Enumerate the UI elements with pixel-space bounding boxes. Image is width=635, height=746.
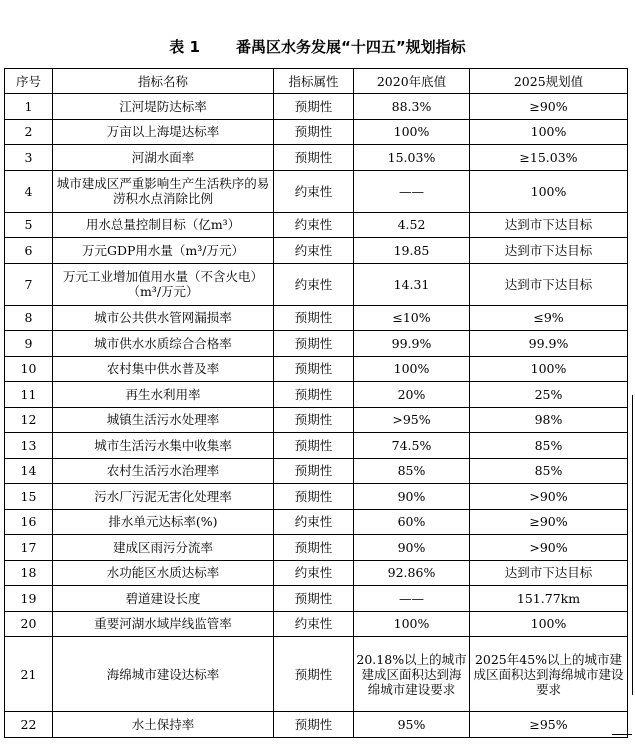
cell-index: 22 [5, 712, 53, 738]
cell-index: 16 [5, 509, 53, 535]
cell-indicator-name: 城市公共供水管网漏损率 [53, 305, 274, 331]
cell-index: 18 [5, 560, 53, 586]
cell-2020-value: 20.18%以上的城市建成区面积达到海绵城市建设要求 [354, 637, 470, 712]
cell-indicator-name: 城市建成区严重影响生产生活秩序的易涝积水点消除比例 [53, 170, 274, 212]
cell-indicator-name: 农村集中供水普及率 [53, 356, 274, 382]
cell-2020-value: ≤10% [354, 305, 470, 331]
cell-2020-value: 100% [354, 611, 470, 637]
cell-2020-value: 20% [354, 382, 470, 408]
table-row [5, 145, 628, 171]
cell-index: 2 [5, 119, 53, 145]
cell-index: 14 [5, 458, 53, 484]
cell-indicator-attribute: 预期性 [274, 712, 354, 738]
cell-indicator-attribute: 预期性 [274, 535, 354, 561]
cell-indicator-attribute: 预期性 [274, 382, 354, 408]
cell-2025-target: 151.77km [470, 586, 628, 612]
table-row [5, 458, 628, 484]
cell-index: 3 [5, 145, 53, 171]
cell-indicator-name: 河湖水面率 [53, 145, 274, 171]
cell-2020-value: 88.3% [354, 94, 470, 120]
table-number: 表 1 [169, 38, 200, 56]
cell-indicator-attribute: 约束性 [274, 611, 354, 637]
cell-indicator-name: 排水单元达标率(%) [53, 509, 274, 535]
header-indicator-attribute: 指标属性 [274, 69, 354, 94]
cell-2025-target: 85% [470, 458, 628, 484]
table-caption [0, 36, 635, 57]
cell-index: 12 [5, 407, 53, 433]
table-row [5, 509, 628, 535]
cell-2025-target: 达到市下达目标 [470, 263, 628, 305]
cell-index: 8 [5, 305, 53, 331]
cell-2020-value: 90% [354, 535, 470, 561]
cell-indicator-attribute: 预期性 [274, 484, 354, 510]
cell-2020-value: 100% [354, 356, 470, 382]
cell-indicator-attribute: 约束性 [274, 263, 354, 305]
cell-index: 19 [5, 586, 53, 612]
cell-indicator-attribute: 预期性 [274, 407, 354, 433]
cell-2025-target: 100% [470, 356, 628, 382]
table-row [5, 712, 628, 738]
cell-2025-target: >90% [470, 535, 628, 561]
table-row [5, 586, 628, 612]
cell-2025-target: 98% [470, 407, 628, 433]
cell-indicator-name: 污水厂污泥无害化处理率 [53, 484, 274, 510]
table-row [5, 433, 628, 459]
cell-2020-value: —— [354, 586, 470, 612]
cell-2020-value: 95% [354, 712, 470, 738]
table-row [5, 331, 628, 357]
cell-2020-value: 14.31 [354, 263, 470, 305]
cell-2020-value: 85% [354, 458, 470, 484]
cell-indicator-attribute: 预期性 [274, 356, 354, 382]
cell-2020-value: 92.86% [354, 560, 470, 586]
cell-index: 17 [5, 535, 53, 561]
cell-2025-target: 99.9% [470, 331, 628, 357]
cell-indicator-attribute: 约束性 [274, 238, 354, 264]
cell-indicator-attribute: 约束性 [274, 509, 354, 535]
cell-index: 10 [5, 356, 53, 382]
cell-indicator-attribute: 预期性 [274, 331, 354, 357]
cell-2020-value: —— [354, 170, 470, 212]
cell-2020-value: 100% [354, 119, 470, 145]
cell-2025-target: ≥90% [470, 94, 628, 120]
cell-2025-target: ≥95% [470, 712, 628, 738]
cell-indicator-name: 重要河湖水域岸线监管率 [53, 611, 274, 637]
cell-index: 7 [5, 263, 53, 305]
table-row [5, 637, 628, 712]
cell-indicator-attribute: 预期性 [274, 94, 354, 120]
cell-index: 4 [5, 170, 53, 212]
cell-indicator-name: 城镇生活污水处理率 [53, 407, 274, 433]
cell-index: 1 [5, 94, 53, 120]
cell-indicator-attribute: 预期性 [274, 433, 354, 459]
table-row [5, 356, 628, 382]
cell-2025-target: 100% [470, 170, 628, 212]
cell-2025-target: 100% [470, 119, 628, 145]
table-row [5, 484, 628, 510]
cell-2025-target: 100% [470, 611, 628, 637]
header-indicator-name: 指标名称 [53, 69, 274, 94]
cell-indicator-name: 用水总量控制目标（亿m³） [53, 212, 274, 238]
cell-indicator-attribute: 约束性 [274, 170, 354, 212]
cell-indicator-name: 农村生活污水治理率 [53, 458, 274, 484]
cell-index: 21 [5, 637, 53, 712]
table-row [5, 382, 628, 408]
cell-indicator-attribute: 预期性 [274, 305, 354, 331]
cell-index: 20 [5, 611, 53, 637]
table-title: 番禺区水务发展“十四五”规划指标 [235, 38, 466, 56]
cell-indicator-name: 水土保持率 [53, 712, 274, 738]
indicator-table [4, 68, 628, 738]
cell-2025-target: ≤9% [470, 305, 628, 331]
cell-indicator-name: 万元GDP用水量（m³/万元） [53, 238, 274, 264]
header-index: 序号 [5, 69, 53, 94]
cell-2025-target: 达到市下达目标 [470, 560, 628, 586]
cell-2020-value: 60% [354, 509, 470, 535]
cell-indicator-name: 建成区雨污分流率 [53, 535, 274, 561]
right-edge-line [632, 395, 633, 695]
corner-line [612, 734, 632, 735]
table-row [5, 238, 628, 264]
table-row [5, 170, 628, 212]
cell-indicator-name: 碧道建设长度 [53, 586, 274, 612]
header-2025-target: 2025规划值 [470, 69, 628, 94]
cell-indicator-attribute: 预期性 [274, 586, 354, 612]
table-row [5, 305, 628, 331]
table-row [5, 560, 628, 586]
table-row [5, 611, 628, 637]
cell-index: 15 [5, 484, 53, 510]
cell-indicator-attribute: 约束性 [274, 560, 354, 586]
cell-2020-value: >95% [354, 407, 470, 433]
cell-2025-target: ≥15.03% [470, 145, 628, 171]
cell-index: 5 [5, 212, 53, 238]
cell-2020-value: 90% [354, 484, 470, 510]
cell-indicator-attribute: 约束性 [274, 212, 354, 238]
cell-index: 13 [5, 433, 53, 459]
cell-2020-value: 15.03% [354, 145, 470, 171]
cell-indicator-name: 水功能区水质达标率 [53, 560, 274, 586]
cell-2025-target: 85% [470, 433, 628, 459]
cell-indicator-name: 江河堤防达标率 [53, 94, 274, 120]
table-row [5, 407, 628, 433]
cell-2025-target: 2025年45%以上的城市建成区面积达到海绵城市建设要求 [470, 637, 628, 712]
table-row [5, 535, 628, 561]
cell-2020-value: 19.85 [354, 238, 470, 264]
cell-2025-target: ≥90% [470, 509, 628, 535]
cell-2020-value: 99.9% [354, 331, 470, 357]
cell-2025-target: 达到市下达目标 [470, 212, 628, 238]
cell-indicator-attribute: 预期性 [274, 637, 354, 712]
cell-indicator-name: 万元工业增加值用水量（不含火电）（m³/万元） [53, 263, 274, 305]
cell-indicator-name: 城市生活污水集中收集率 [53, 433, 274, 459]
cell-indicator-name: 再生水利用率 [53, 382, 274, 408]
cell-index: 9 [5, 331, 53, 357]
cell-2025-target: 25% [470, 382, 628, 408]
table-header-row [5, 69, 628, 94]
cell-index: 11 [5, 382, 53, 408]
cell-indicator-attribute: 预期性 [274, 119, 354, 145]
cell-2025-target: >90% [470, 484, 628, 510]
cell-indicator-name: 城市供水水质综合合格率 [53, 331, 274, 357]
cell-indicator-attribute: 预期性 [274, 145, 354, 171]
cell-2020-value: 4.52 [354, 212, 470, 238]
table-row [5, 94, 628, 120]
table-row [5, 212, 628, 238]
table-row [5, 119, 628, 145]
cell-indicator-name: 海绵城市建设达标率 [53, 637, 274, 712]
cell-2020-value: 74.5% [354, 433, 470, 459]
cell-2025-target: 达到市下达目标 [470, 238, 628, 264]
table-row [5, 263, 628, 305]
cell-index: 6 [5, 238, 53, 264]
cell-indicator-attribute: 预期性 [274, 458, 354, 484]
header-2020-value: 2020年底值 [354, 69, 470, 94]
cell-indicator-name: 万亩以上海堤达标率 [53, 119, 274, 145]
